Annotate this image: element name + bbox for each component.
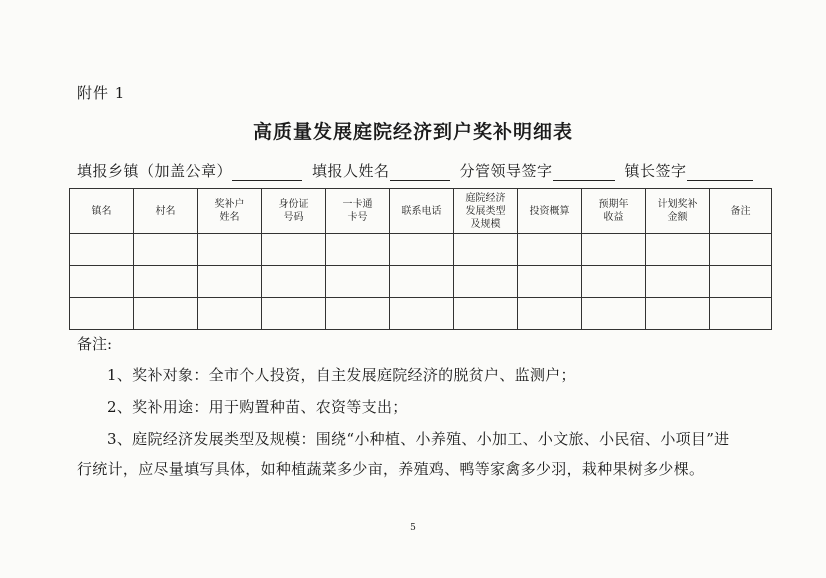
empty-cell <box>326 266 390 298</box>
empty-cell <box>454 298 518 330</box>
leader-signature-blank <box>553 164 615 181</box>
table-header-row <box>70 189 772 234</box>
empty-cell <box>710 266 772 298</box>
empty-cell <box>198 234 262 266</box>
empty-cell <box>262 234 326 266</box>
note-item-3-line-2: 行统计，应尽量填写具体，如种植蔬菜多少亩，养殖鸡、鸭等家禽多少羽，栽种果树多少棵。 <box>77 460 705 478</box>
empty-cell <box>70 298 134 330</box>
note-item-2: 2、奖补用途：用于购置种苗、农资等支出； <box>107 398 408 416</box>
notes-heading: 备注: <box>77 335 113 353</box>
header-cell: 身份证 号码 <box>262 189 326 234</box>
empty-cell <box>198 266 262 298</box>
empty-cell <box>134 298 198 330</box>
empty-cell <box>262 298 326 330</box>
empty-cell <box>390 234 454 266</box>
table-row <box>70 298 772 330</box>
empty-cell <box>134 266 198 298</box>
empty-cell <box>198 298 262 330</box>
note-item-1: 1、奖补对象：全市个人投资，自主发展庭院经济的脱贫户、监测户； <box>107 366 576 384</box>
header-cell: 庭院经济 发展类型 及规模 <box>454 189 518 234</box>
empty-cell <box>390 266 454 298</box>
header-cell: 投资概算 <box>518 189 582 234</box>
empty-cell <box>70 266 134 298</box>
header-cell: 预期年 收益 <box>582 189 646 234</box>
empty-cell <box>134 234 198 266</box>
header-cell: 镇名 <box>70 189 134 234</box>
empty-cell <box>646 266 710 298</box>
empty-cell <box>70 234 134 266</box>
table-row <box>70 266 772 298</box>
mayor-signature-label: 镇长签字 <box>624 162 687 180</box>
empty-cell <box>582 298 646 330</box>
form-fill-line <box>77 160 777 181</box>
page-title: 高质量发展庭院经济到户奖补明细表 <box>252 121 573 143</box>
page-number: 5 <box>410 523 416 533</box>
header-cell: 奖补户 姓名 <box>198 189 262 234</box>
header-cell: 一卡通 卡号 <box>326 189 390 234</box>
empty-cell <box>646 298 710 330</box>
header-cell: 备注 <box>710 189 772 234</box>
mayor-signature-blank <box>687 164 753 181</box>
leader-signature-label: 分管领导签字 <box>459 162 553 180</box>
header-cell: 计划奖补 金额 <box>646 189 710 234</box>
empty-cell <box>454 266 518 298</box>
note-item-3-line-1: 3、庭院经济发展类型及规模：围绕“小种植、小养殖、小加工、小文旅、小民宿、小项目”进 <box>107 430 730 448</box>
table-row <box>70 234 772 266</box>
empty-cell <box>582 234 646 266</box>
empty-cell <box>710 234 772 266</box>
empty-cell <box>710 298 772 330</box>
empty-cell <box>262 266 326 298</box>
filler-name-label: 填报人姓名 <box>312 162 390 180</box>
empty-cell <box>326 234 390 266</box>
detail-table <box>69 188 772 330</box>
empty-cell <box>454 234 518 266</box>
empty-cell <box>390 298 454 330</box>
empty-cell <box>646 234 710 266</box>
township-blank <box>232 164 302 181</box>
empty-cell <box>518 298 582 330</box>
attachment-label: 附件 1 <box>77 84 126 102</box>
filler-name-blank <box>390 164 450 181</box>
header-cell: 村名 <box>134 189 198 234</box>
empty-cell <box>518 266 582 298</box>
header-cell: 联系电话 <box>390 189 454 234</box>
empty-cell <box>518 234 582 266</box>
empty-cell <box>326 298 390 330</box>
empty-cell <box>582 266 646 298</box>
township-label: 填报乡镇（加盖公章） <box>77 162 233 180</box>
